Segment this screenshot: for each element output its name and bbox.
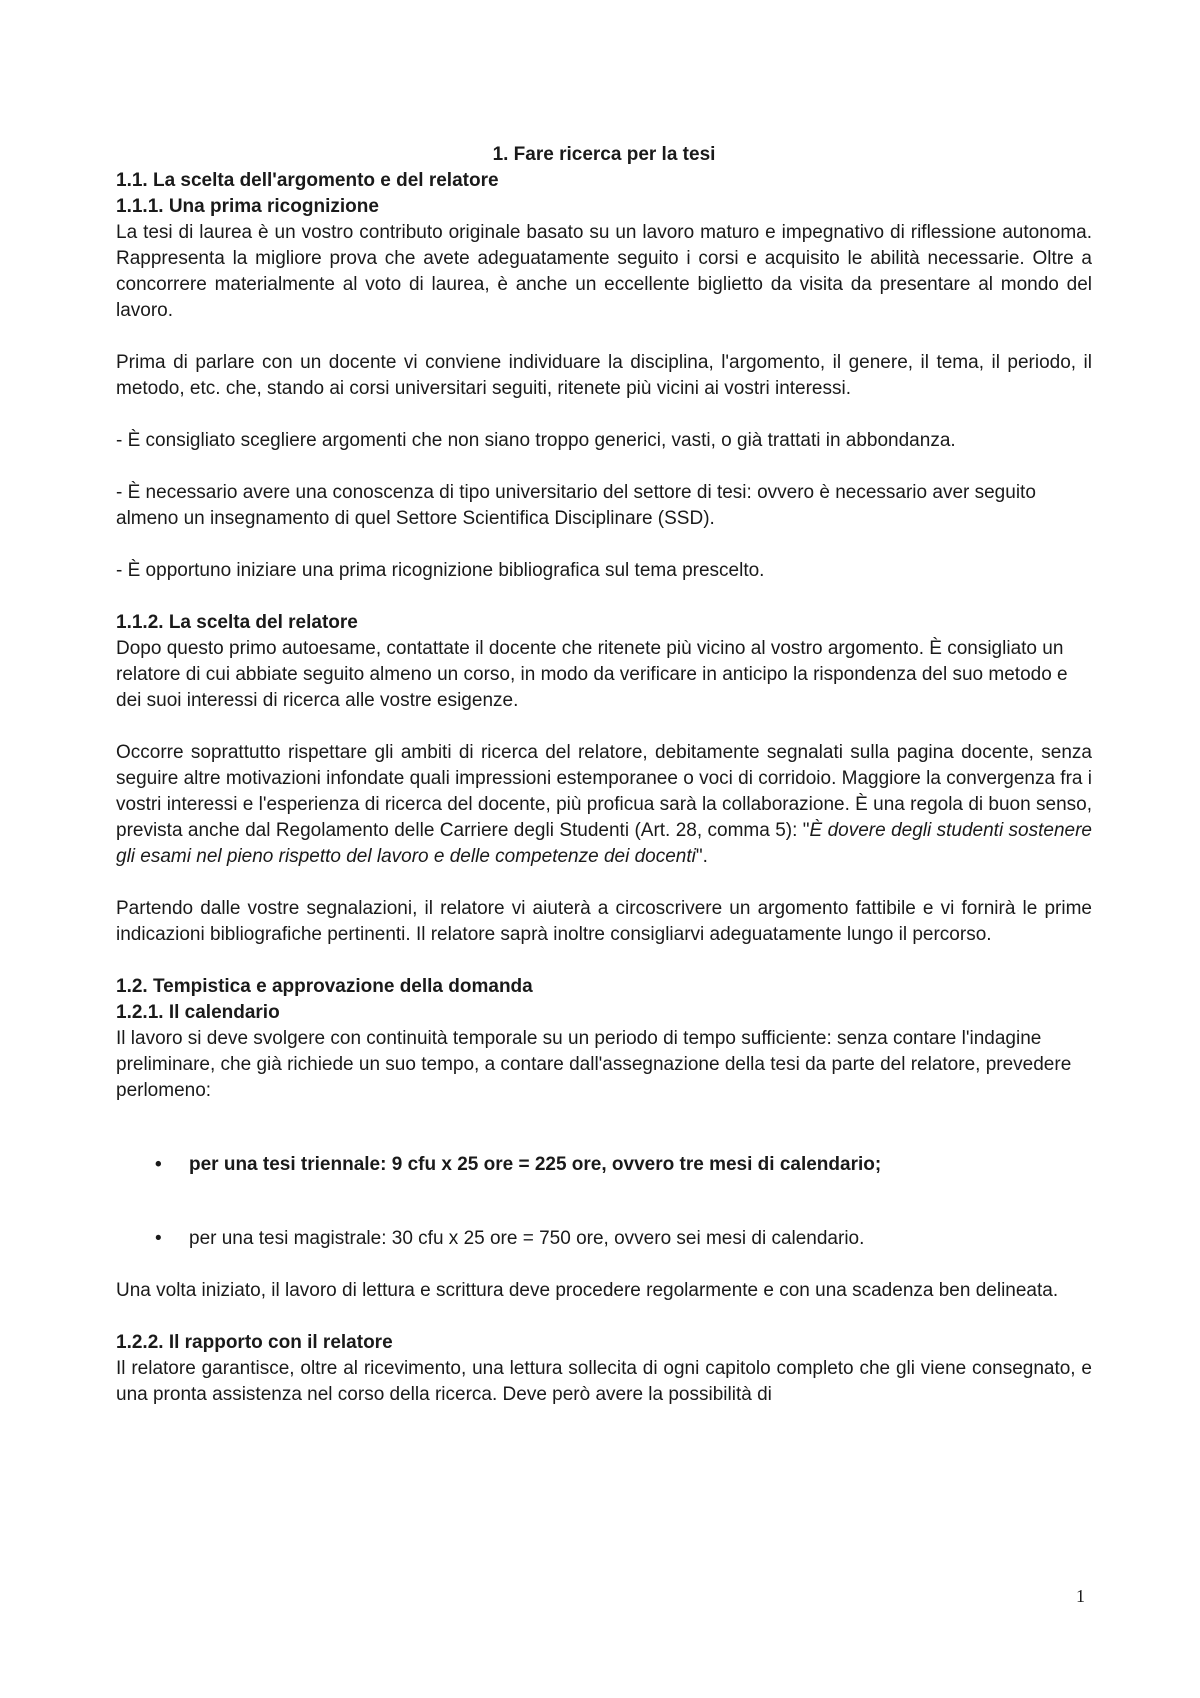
paragraph-ambiti — [116, 740, 1092, 870]
bullet-icon: • — [155, 1154, 162, 1175]
section-heading-1-2: 1.2. Tempistica e approvazione della domanda — [116, 976, 533, 997]
paragraph-rapporto: Il relatore garantisce, oltre al ricevimento, una lettura sollecita di ogni capitolo completo che gli viene consegnato, e una pronta assistenza nel corso della ricerca. Deve però avere la possibilità di — [116, 1358, 1092, 1405]
duration-list-2 — [116, 1226, 1092, 1252]
list-item-magistrale — [116, 1226, 1092, 1252]
paragraph-necessario: - È necessario avere una conoscenza di tipo universitario del settore di tesi: ovvero è necessario aver seguito almeno un insegnamento di quel Settore Scientifica Disciplinare (SSD). — [116, 482, 1036, 529]
list-item-triennale — [116, 1152, 1092, 1178]
regolamento-quote: È dovere degli studenti sostenere gli esami nel pieno rispetto del lavoro e delle competenze dei docenti — [116, 820, 1093, 867]
duration-list — [116, 1152, 1092, 1178]
section-heading-1-1-1: 1.1.1. Una prima ricognizione — [116, 196, 379, 217]
list-item-magistrale-text: per una tesi magistrale: 30 cfu x 25 ore = 750 ore, ovvero sei mesi di calendario. — [189, 1228, 865, 1249]
section-heading-1-2-1: 1.2.1. Il calendario — [116, 1002, 280, 1023]
section-heading-1-1: 1.1. La scelta dell'argomento e del relatore — [116, 170, 499, 191]
paragraph-calendario: Il lavoro si deve svolgere con continuità temporale su un periodo di tempo sufficiente: senza contare l'indagine preliminare, che già richiede un suo tempo, a contare dall'assegnazione della tesi da parte del relatore, prevedere perlomeno: — [116, 1028, 1072, 1101]
paragraph-ambiti-end: ". — [695, 846, 708, 867]
paragraph-iniziato: Una volta iniziato, il lavoro di lettura e scrittura deve procedere regolarmente e con una scadenza ben delineata. — [116, 1280, 1059, 1301]
bullet-icon: • — [155, 1228, 162, 1249]
paragraph-segnalazioni: Partendo dalle vostre segnalazioni, il relatore vi aiuterà a circoscrivere un argomento fattibile e vi fornirà le prime indicazioni bibliografiche pertinenti. Il relatore saprà inoltre consigliarvi adeguatamente lungo il percorso. — [116, 898, 1092, 945]
paragraph-autoesame: Dopo questo primo autoesame, contattate il docente che ritenete più vicino al vostro argomento. È consigliato un relatore di cui abbiate seguito almeno un corso, in modo da verificare in anticipo la rispondenza del suo metodo e dei suoi interessi di ricerca alle vostre esigenze. — [116, 638, 1068, 711]
document-page — [116, 142, 1092, 1408]
section-heading-1-2-2: 1.2.2. Il rapporto con il relatore — [116, 1332, 393, 1353]
paragraph-intro: La tesi di laurea è un vostro contributo originale basato su un lavoro maturo e impegnativo di riflessione autonoma. Rappresenta la migliore prova che avete adeguatamente seguito i corsi e acquisito le abilità necessarie. Oltre a concorrere materialmente al voto di laurea, è anche un eccellente biglietto da visita da presentare al mondo del lavoro. — [116, 222, 1092, 321]
list-item-triennale-text: per una tesi triennale: 9 cfu x 25 ore = 225 ore, ovvero tre mesi di calendario; — [189, 1154, 882, 1175]
paragraph-ambiti-text: Occorre soprattutto rispettare gli ambiti di ricerca del relatore, debitamente segnalati sulla pagina docente, senza seguire altre motivazioni infondate quali impressioni estemporanee o voci di corridoio. Maggiore la convergenza fra i vostri interessi e l'esperienza di ricerca del docente, più proficua sarà la collaborazione. È una regola di buon senso, prevista anche dal Regolamento delle Carriere degli Studenti (Art. 28, comma 5): " — [116, 742, 1092, 841]
document-title: 1. Fare ricerca per la tesi — [492, 144, 716, 165]
page-number: 1 — [1076, 1586, 1085, 1606]
paragraph-consigliato: - È consigliato scegliere argomenti che non siano troppo generici, vasti, o già trattati in abbondanza. — [116, 430, 956, 451]
section-heading-1-1-2: 1.1.2. La scelta del relatore — [116, 612, 358, 633]
paragraph-before-docente: Prima di parlare con un docente vi conviene individuare la disciplina, l'argomento, il genere, il tema, il periodo, il metodo, etc. che, stando ai corsi universitari seguiti, ritenete più vicini ai vostri interessi. — [116, 352, 1092, 399]
paragraph-opportuno: - È opportuno iniziare una prima ricognizione bibliografica sul tema prescelto. — [116, 560, 765, 581]
